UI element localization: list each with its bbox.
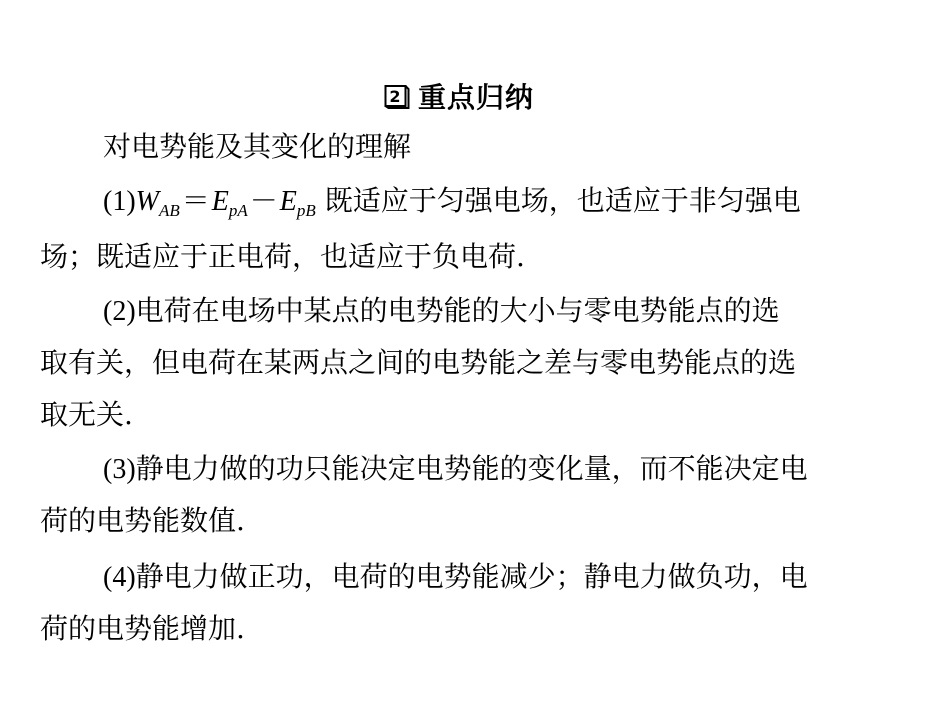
point-4-line-1 [103,554,808,600]
point-2-text: 电荷在电场中某点的电势能的大小与零电势能点的选 [135,294,780,327]
point-1-line-1 [103,178,801,224]
numbered-book-icon [384,83,410,109]
point-3-text: 静电力做的功只能决定电势能的变化量，而不能决定电 [135,452,808,485]
point-2-label: (2) [103,296,136,327]
point-4-label: (4) [103,562,136,593]
intro-line: 对电势能及其变化的理解 [103,130,412,163]
point-3-label: (3) [103,454,136,485]
point-3-line-2: 荷的电势能数值. [40,504,245,537]
svg-text:2: 2 [389,87,402,106]
point-4-text: 静电力做正功，电荷的电势能减少；静电力做负功，电 [135,560,808,593]
formula-minus: － [249,186,278,217]
section-title: 重点归纳 [418,81,535,114]
point-4-line-2: 荷的电势能增加. [40,612,245,645]
formula-equals: ＝ [181,186,210,217]
point-2-line-1 [103,288,780,334]
point-2-line-3: 取无关. [40,398,133,431]
point-1-line-2: 场；既适应于正电荷，也适应于负电荷. [40,240,525,273]
formula-w: $W_{AB}$ [135,186,180,220]
section-heading [384,76,534,116]
point-3-line-1 [103,446,808,492]
formula-e-pb: $E_{pB}$ [279,186,316,220]
point-1-text: 既适应于匀强电场，也适应于非匀强电 [324,184,801,217]
formula-e-pa: $E_{pA}$ [211,186,248,220]
point-2-line-2: 取有关，但电荷在某两点之间的电势能之差与零电势能点的选 [40,346,797,379]
point-1-label: (1) [103,186,136,217]
